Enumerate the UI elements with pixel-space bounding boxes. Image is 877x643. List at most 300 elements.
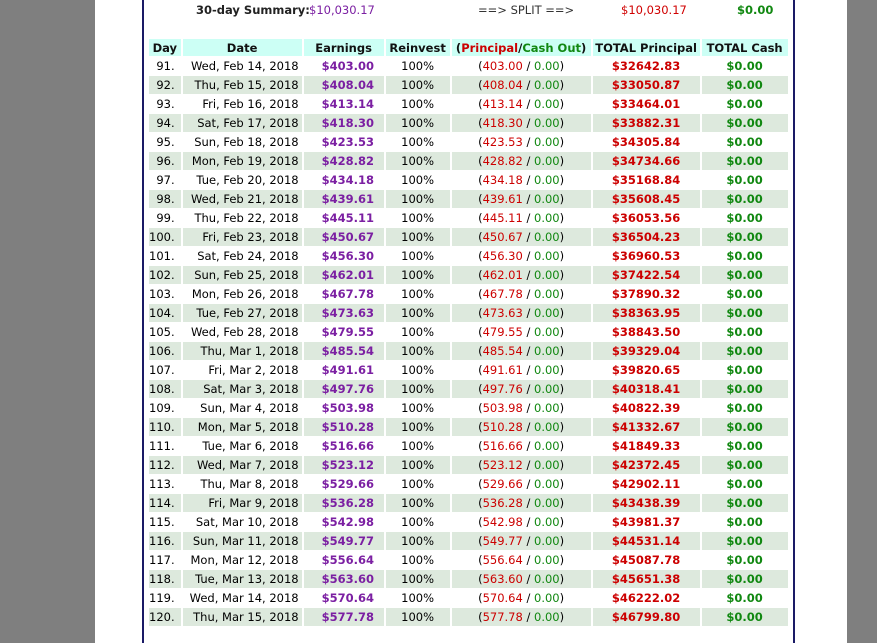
cell-total-cash: $0.00 xyxy=(702,418,788,436)
cell-cashout: 0.00 xyxy=(534,477,560,491)
header-day: Day xyxy=(149,39,181,56)
cell-principal: 497.76 xyxy=(482,382,523,396)
cell-principal-cashout xyxy=(452,304,591,322)
cell-principal-cashout xyxy=(452,475,591,493)
cell-principal-cashout xyxy=(452,228,591,246)
cell-day: 114. xyxy=(149,494,181,512)
close-paren: ) xyxy=(559,268,565,282)
cell-reinvest: 100% xyxy=(386,114,450,132)
slash: / xyxy=(526,610,531,624)
open-paren: ( xyxy=(478,363,483,377)
cell-principal: 450.67 xyxy=(482,230,523,244)
close-paren: ) xyxy=(559,363,565,377)
table-row xyxy=(149,190,788,208)
cell-day: 105. xyxy=(149,325,175,339)
open-paren: ( xyxy=(478,154,483,168)
cell-principal-cashout xyxy=(452,247,591,265)
cell-earnings: $516.66 xyxy=(321,439,374,453)
cell-reinvest: 100% xyxy=(386,342,450,360)
cell-date: Wed, Feb 21, 2018 xyxy=(183,190,302,208)
cell-date: Wed, Feb 28, 2018 xyxy=(190,325,299,339)
cell-total-principal: $36960.53 xyxy=(611,249,681,263)
cell-reinvest: 100% xyxy=(401,363,435,377)
cell-principal-cashout xyxy=(452,513,591,531)
cell-total-principal: $36053.56 xyxy=(611,211,681,225)
table-row xyxy=(149,95,788,113)
cell-earnings: $491.61 xyxy=(321,363,374,377)
table-row xyxy=(149,589,788,607)
slash: / xyxy=(526,458,531,472)
close-paren: ) xyxy=(559,610,565,624)
cell-total-principal: $43981.37 xyxy=(611,515,681,529)
cell-cashout: 0.00 xyxy=(534,515,560,529)
cell-principal-cashout xyxy=(452,380,591,398)
table-row xyxy=(149,456,788,474)
cell-reinvest: 100% xyxy=(401,249,435,263)
cell-day: 112. xyxy=(149,456,181,474)
cell-day: 104. xyxy=(149,304,181,322)
slash: / xyxy=(526,192,531,206)
cell-day: 103. xyxy=(149,287,175,301)
table-row xyxy=(149,437,788,455)
cell-earnings: $529.66 xyxy=(321,477,374,491)
table-row xyxy=(149,551,788,569)
slash: / xyxy=(526,249,531,263)
summary-principal: $10,030.17 xyxy=(621,3,687,17)
cell-day: 91. xyxy=(156,59,175,73)
cell-earnings: $542.98 xyxy=(321,515,374,529)
cell-principal-cashout xyxy=(452,57,591,75)
cell-total-cash: $0.00 xyxy=(702,380,788,398)
cell-principal: 423.53 xyxy=(482,135,523,149)
cell-total-principal: $40318.41 xyxy=(593,380,700,398)
cell-principal-cashout xyxy=(452,399,591,417)
table-row xyxy=(149,114,788,132)
cell-total-principal: $37890.32 xyxy=(611,287,681,301)
cell-total-principal: $41332.67 xyxy=(593,418,700,436)
close-paren: ) xyxy=(559,534,565,548)
cell-total-cash: $0.00 xyxy=(726,401,763,415)
cell-date: Sun, Feb 25, 2018 xyxy=(183,266,302,284)
cell-cashout: 0.00 xyxy=(534,458,560,472)
cell-day: 110. xyxy=(149,418,181,436)
table-row xyxy=(149,570,788,588)
slash: / xyxy=(526,591,531,605)
cell-earnings: $523.12 xyxy=(304,456,384,474)
cell-day: 107. xyxy=(149,363,175,377)
cell-cashout: 0.00 xyxy=(534,420,560,434)
cell-earnings: $473.63 xyxy=(304,304,384,322)
cell-total-cash: $0.00 xyxy=(726,211,763,225)
cell-reinvest: 100% xyxy=(401,515,435,529)
cell-total-cash: $0.00 xyxy=(726,553,763,567)
cell-principal: 408.04 xyxy=(482,78,523,92)
cell-reinvest: 100% xyxy=(401,439,435,453)
cell-day: 109. xyxy=(149,401,175,415)
cell-total-principal: $46799.80 xyxy=(593,608,700,626)
cell-reinvest: 100% xyxy=(386,190,450,208)
cell-total-principal: $33464.01 xyxy=(611,97,681,111)
open-paren: ( xyxy=(478,534,483,548)
cell-principal: 491.61 xyxy=(482,363,523,377)
table-row xyxy=(149,209,788,227)
open-paren: ( xyxy=(478,135,483,149)
cell-principal: 542.98 xyxy=(482,515,523,529)
open-paren: ( xyxy=(478,192,483,206)
cell-cashout: 0.00 xyxy=(534,306,560,320)
cell-date: Sat, Feb 24, 2018 xyxy=(197,249,299,263)
cell-total-cash: $0.00 xyxy=(702,456,788,474)
slash: / xyxy=(526,553,531,567)
open-paren: ( xyxy=(478,249,483,263)
cell-total-cash: $0.00 xyxy=(726,477,763,491)
open-paren: ( xyxy=(478,344,483,358)
cell-reinvest: 100% xyxy=(386,532,450,550)
cell-cashout: 0.00 xyxy=(534,382,560,396)
open-paren: ( xyxy=(478,116,483,130)
cell-date: Tue, Feb 20, 2018 xyxy=(196,173,299,187)
cell-total-principal: $43438.39 xyxy=(593,494,700,512)
cell-total-cash: $0.00 xyxy=(726,363,763,377)
cell-principal: 462.01 xyxy=(482,268,523,282)
earnings-table xyxy=(147,38,790,627)
table-row xyxy=(149,418,788,436)
cell-date: Wed, Feb 14, 2018 xyxy=(190,59,299,73)
table-row xyxy=(149,152,788,170)
cell-reinvest: 100% xyxy=(386,418,450,436)
cell-total-principal: $39329.04 xyxy=(593,342,700,360)
cell-reinvest: 100% xyxy=(401,287,435,301)
cell-day: 94. xyxy=(149,114,181,132)
table-header-row xyxy=(149,39,788,56)
slash: / xyxy=(526,496,531,510)
slash: / xyxy=(526,306,531,320)
cell-reinvest: 100% xyxy=(401,59,435,73)
cell-cashout: 0.00 xyxy=(534,135,560,149)
cell-principal-cashout xyxy=(452,133,591,151)
table-row xyxy=(149,380,788,398)
cell-principal-cashout xyxy=(452,342,591,360)
table-row xyxy=(149,171,788,189)
cell-reinvest: 100% xyxy=(386,228,450,246)
table-row xyxy=(149,323,788,341)
cell-total-cash: $0.00 xyxy=(726,173,763,187)
open-paren: ( xyxy=(478,78,483,92)
open-paren: ( xyxy=(478,420,483,434)
table-row xyxy=(149,399,788,417)
cell-day: 100. xyxy=(149,228,181,246)
cell-principal-cashout xyxy=(452,437,591,455)
open-paren: ( xyxy=(478,496,483,510)
table-row xyxy=(149,342,788,360)
cell-day: 98. xyxy=(149,190,181,208)
close-paren: ) xyxy=(559,287,565,301)
cell-total-principal: $40822.39 xyxy=(611,401,681,415)
cell-cashout: 0.00 xyxy=(534,287,560,301)
header-slash: / xyxy=(518,40,523,55)
cell-reinvest: 100% xyxy=(386,456,450,474)
cell-date: Mon, Mar 12, 2018 xyxy=(190,553,299,567)
cell-total-cash: $0.00 xyxy=(702,76,788,94)
table-row xyxy=(149,247,788,265)
cell-earnings: $445.11 xyxy=(321,211,374,225)
open-paren: ( xyxy=(478,401,483,415)
cell-date: Sat, Mar 3, 2018 xyxy=(183,380,302,398)
close-paren: ) xyxy=(559,59,565,73)
cell-day: 93. xyxy=(156,97,175,111)
close-paren: ) xyxy=(559,154,565,168)
cell-total-principal: $35168.84 xyxy=(611,173,681,187)
cell-day: 111. xyxy=(149,439,175,453)
cell-total-principal: $45087.78 xyxy=(611,553,681,567)
cell-day: 118. xyxy=(149,570,181,588)
cell-principal-cashout xyxy=(452,209,591,227)
slash: / xyxy=(526,287,531,301)
cell-total-cash: $0.00 xyxy=(726,515,763,529)
cell-reinvest: 100% xyxy=(386,570,450,588)
cell-principal: 456.30 xyxy=(482,249,523,263)
open-paren: ( xyxy=(478,287,483,301)
cell-date: Thu, Mar 1, 2018 xyxy=(183,342,302,360)
cell-date: Mon, Feb 26, 2018 xyxy=(191,287,299,301)
table-row xyxy=(149,304,788,322)
open-paren: ( xyxy=(478,477,483,491)
cell-reinvest: 100% xyxy=(401,173,435,187)
table-row xyxy=(149,266,788,284)
cell-reinvest: 100% xyxy=(386,266,450,284)
cell-date: Sun, Mar 4, 2018 xyxy=(200,401,299,415)
slash: / xyxy=(526,173,531,187)
cell-day: 101. xyxy=(149,249,175,263)
slash: / xyxy=(526,268,531,282)
cell-cashout: 0.00 xyxy=(534,78,560,92)
cell-day: 117. xyxy=(149,553,175,567)
header-close-paren: ) xyxy=(581,40,587,55)
close-paren: ) xyxy=(559,192,565,206)
header-principal-cashout xyxy=(452,39,591,56)
open-paren: ( xyxy=(478,306,483,320)
cell-day: 99. xyxy=(156,211,175,225)
slash: / xyxy=(526,534,531,548)
slash: / xyxy=(526,230,531,244)
cell-earnings: $403.00 xyxy=(321,59,374,73)
cell-date: Sun, Feb 18, 2018 xyxy=(194,135,299,149)
cell-principal: 523.12 xyxy=(482,458,523,472)
open-paren: ( xyxy=(478,59,483,73)
cell-earnings: $439.61 xyxy=(304,190,384,208)
cell-total-principal: $45651.38 xyxy=(593,570,700,588)
cell-total-cash: $0.00 xyxy=(702,608,788,626)
cell-principal-cashout xyxy=(452,171,591,189)
cell-cashout: 0.00 xyxy=(534,610,560,624)
table-body xyxy=(149,57,788,626)
cell-reinvest: 100% xyxy=(401,325,435,339)
cell-principal: 563.60 xyxy=(482,572,523,586)
cell-principal: 556.64 xyxy=(482,553,523,567)
summary-row xyxy=(144,0,793,20)
cell-total-cash: $0.00 xyxy=(726,439,763,453)
cell-principal-cashout xyxy=(452,95,591,113)
cell-earnings: $413.14 xyxy=(321,97,374,111)
open-paren: ( xyxy=(478,173,483,187)
table-row xyxy=(149,133,788,151)
cell-cashout: 0.00 xyxy=(534,154,560,168)
cell-total-principal: $39820.65 xyxy=(611,363,681,377)
cell-principal: 536.28 xyxy=(482,496,523,510)
cell-principal-cashout xyxy=(452,608,591,626)
cell-principal: 403.00 xyxy=(482,59,523,73)
summary-earnings: $10,030.17 xyxy=(309,3,375,17)
cell-principal: 413.14 xyxy=(482,97,523,111)
cell-cashout: 0.00 xyxy=(534,173,560,187)
cell-cashout: 0.00 xyxy=(534,496,560,510)
cell-day: 92. xyxy=(149,76,181,94)
cell-total-principal: $32642.83 xyxy=(611,59,681,73)
cell-total-cash: $0.00 xyxy=(726,325,763,339)
cell-earnings: $479.55 xyxy=(321,325,374,339)
cell-reinvest: 100% xyxy=(401,211,435,225)
cell-cashout: 0.00 xyxy=(534,268,560,282)
close-paren: ) xyxy=(559,477,565,491)
cell-principal-cashout xyxy=(452,76,591,94)
cell-earnings: $556.64 xyxy=(321,553,374,567)
table-row xyxy=(149,475,788,493)
cell-principal: 428.82 xyxy=(482,154,523,168)
cell-date: Fri, Feb 16, 2018 xyxy=(202,97,299,111)
cell-principal-cashout xyxy=(452,494,591,512)
slash: / xyxy=(526,363,531,377)
slash: / xyxy=(526,382,531,396)
cell-cashout: 0.00 xyxy=(534,401,560,415)
cell-reinvest: 100% xyxy=(386,76,450,94)
cell-principal-cashout xyxy=(452,456,591,474)
cell-day: 115. xyxy=(149,515,175,529)
open-paren: ( xyxy=(478,458,483,472)
cell-day: 120. xyxy=(149,608,181,626)
slash: / xyxy=(526,78,531,92)
cell-principal: 467.78 xyxy=(482,287,523,301)
cell-total-cash: $0.00 xyxy=(702,304,788,322)
cell-earnings: $428.82 xyxy=(304,152,384,170)
cell-earnings: $408.04 xyxy=(304,76,384,94)
close-paren: ) xyxy=(559,97,565,111)
cell-reinvest: 100% xyxy=(401,97,435,111)
cell-total-principal: $38843.50 xyxy=(611,325,681,339)
close-paren: ) xyxy=(559,325,565,339)
cell-principal-cashout xyxy=(452,152,591,170)
header-cashout-part: Cash Out xyxy=(522,40,582,55)
cell-total-principal: $33882.31 xyxy=(593,114,700,132)
cell-earnings: $423.53 xyxy=(321,135,374,149)
cell-day: 106. xyxy=(149,342,181,360)
cell-principal: 479.55 xyxy=(482,325,523,339)
open-paren: ( xyxy=(478,230,483,244)
cell-date: Mon, Feb 19, 2018 xyxy=(183,152,302,170)
cell-earnings: $418.30 xyxy=(304,114,384,132)
cell-total-cash: $0.00 xyxy=(702,266,788,284)
cell-day: 95. xyxy=(156,135,175,149)
table-frame xyxy=(142,0,795,643)
cell-total-principal: $44531.14 xyxy=(593,532,700,550)
cell-reinvest: 100% xyxy=(401,553,435,567)
cell-principal: 485.54 xyxy=(482,344,523,358)
cell-date: Thu, Feb 15, 2018 xyxy=(183,76,302,94)
cell-date: Thu, Feb 22, 2018 xyxy=(194,211,299,225)
cell-principal: 570.64 xyxy=(482,591,523,605)
slash: / xyxy=(526,97,531,111)
cell-earnings: $563.60 xyxy=(304,570,384,588)
table-row xyxy=(149,532,788,550)
header-earnings: Earnings xyxy=(304,39,384,56)
cell-principal: 434.18 xyxy=(482,173,523,187)
cell-earnings: $570.64 xyxy=(321,591,374,605)
cell-principal: 439.61 xyxy=(482,192,523,206)
slash: / xyxy=(526,344,531,358)
header-total-cash: TOTAL Cash xyxy=(702,39,788,56)
cell-cashout: 0.00 xyxy=(534,344,560,358)
slash: / xyxy=(526,135,531,149)
cell-cashout: 0.00 xyxy=(534,325,560,339)
slash: / xyxy=(526,211,531,225)
cell-earnings: $510.28 xyxy=(304,418,384,436)
cell-reinvest: 100% xyxy=(401,591,435,605)
cell-total-cash: $0.00 xyxy=(702,114,788,132)
cell-total-principal: $38363.95 xyxy=(593,304,700,322)
open-paren: ( xyxy=(478,382,483,396)
open-paren: ( xyxy=(478,553,483,567)
cell-day: 119. xyxy=(149,591,175,605)
cell-day: 108. xyxy=(149,380,181,398)
cell-total-cash: $0.00 xyxy=(726,59,763,73)
close-paren: ) xyxy=(559,173,565,187)
cell-date: Fri, Feb 23, 2018 xyxy=(183,228,302,246)
header-open-paren: ( xyxy=(455,40,462,55)
cell-reinvest: 100% xyxy=(401,135,435,149)
cell-total-cash: $0.00 xyxy=(702,342,788,360)
cell-cashout: 0.00 xyxy=(534,572,560,586)
open-paren: ( xyxy=(478,572,483,586)
cell-total-principal: $33050.87 xyxy=(593,76,700,94)
cell-total-cash: $0.00 xyxy=(726,97,763,111)
cell-principal-cashout xyxy=(452,589,591,607)
cell-principal-cashout xyxy=(452,418,591,436)
open-paren: ( xyxy=(478,268,483,282)
cell-reinvest: 100% xyxy=(386,494,450,512)
table-row xyxy=(149,57,788,75)
cell-total-cash: $0.00 xyxy=(726,591,763,605)
close-paren: ) xyxy=(559,382,565,396)
cell-principal-cashout xyxy=(452,114,591,132)
cell-total-cash: $0.00 xyxy=(702,570,788,588)
cell-date: Fri, Mar 2, 2018 xyxy=(208,363,299,377)
cell-total-cash: $0.00 xyxy=(726,135,763,149)
cell-principal: 510.28 xyxy=(482,420,523,434)
close-paren: ) xyxy=(559,78,565,92)
close-paren: ) xyxy=(559,591,565,605)
cell-earnings: $549.77 xyxy=(304,532,384,550)
close-paren: ) xyxy=(559,496,565,510)
close-paren: ) xyxy=(559,420,565,434)
header-date: Date xyxy=(183,39,302,56)
table-row xyxy=(149,76,788,94)
slash: / xyxy=(526,59,531,73)
cell-date: Sat, Feb 17, 2018 xyxy=(183,114,302,132)
cell-earnings: $497.76 xyxy=(304,380,384,398)
slash: / xyxy=(526,477,531,491)
cell-cashout: 0.00 xyxy=(534,534,560,548)
cell-date: Thu, Mar 8, 2018 xyxy=(200,477,299,491)
cell-total-cash: $0.00 xyxy=(726,287,763,301)
